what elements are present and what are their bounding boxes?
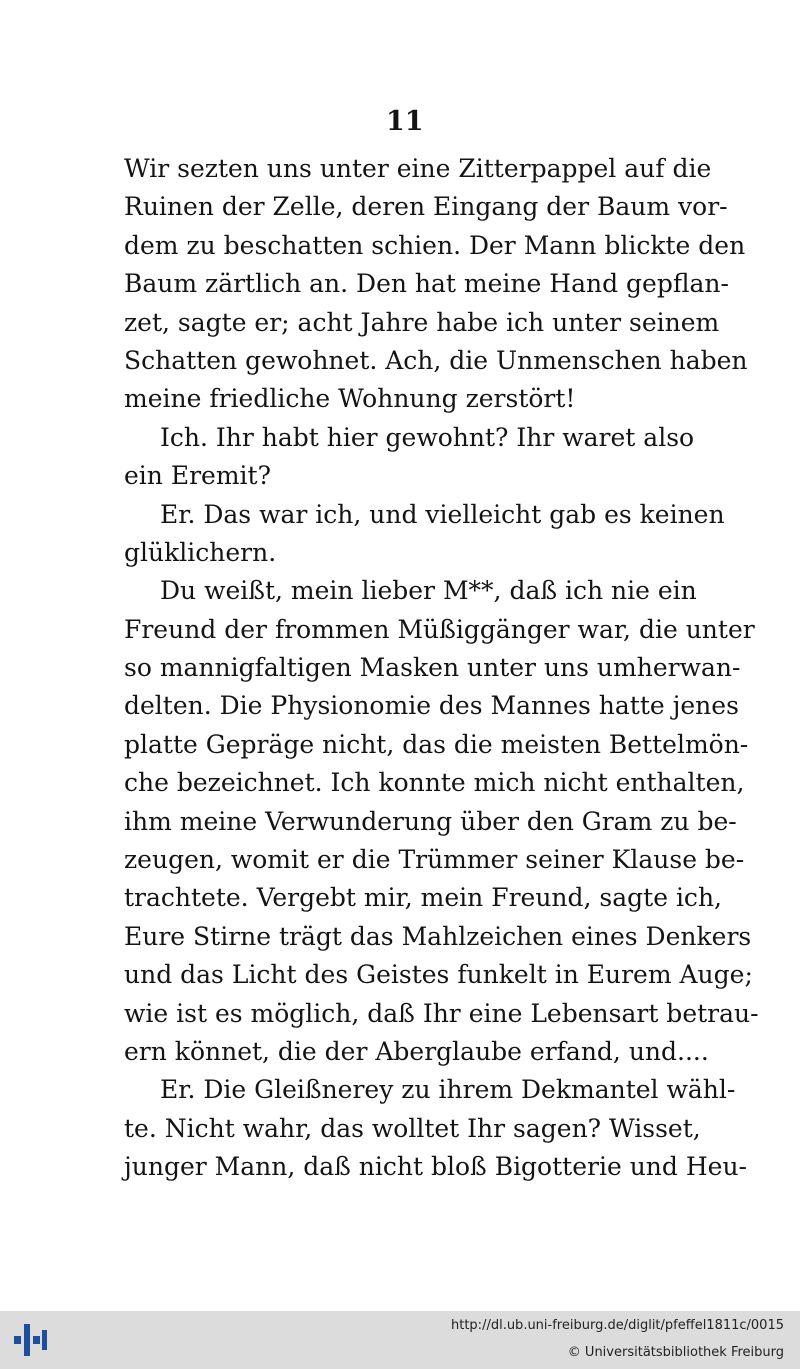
text-line: so mannigfaltigen Masken unter uns umherwan- [124, 653, 741, 683]
text-line: te. Nicht wahr, das wolltet Ihr sagen? Wisset, [124, 1113, 701, 1143]
text-line: Schatten gewohnet. Ach, die Unmenschen haben [124, 345, 748, 375]
document-url-link[interactable]: http://dl.ub.uni-freiburg.de/diglit/pfeffel1811c/0015 [451, 1318, 784, 1333]
text-line: dem zu beschatten schien. Der Mann blickte den [124, 230, 746, 260]
page-number: 11 [386, 106, 424, 137]
text-line: Er. Die Gleißnerey zu ihrem Dekmantel wähl- [160, 1075, 736, 1105]
text-line: Eure Stirne trägt das Mahlzeichen eines Denkers [124, 921, 752, 951]
text-line: meine friedliche Wohnung zerstört! [124, 384, 576, 414]
text-line: Er. Das war ich, und vielleicht gab es keinen [160, 499, 725, 529]
text-line: ein Eremit? [124, 461, 271, 491]
text-line: ern könnet, die der Aberglaube erfand, und.... [124, 1036, 709, 1066]
viewer-footer [0, 1311, 800, 1369]
text-line: Wir sezten uns unter eine Zitterpappel auf die [124, 154, 712, 183]
text-line: junger Mann, daß nicht bloß Bigotterie und Heu- [124, 1152, 747, 1182]
text-line: Ruinen der Zelle, deren Eingang der Baum vor- [124, 192, 728, 222]
text-line: Ich. Ihr habt hier gewohnt? Ihr waret also [160, 422, 695, 452]
copyright-notice: © Universitätsbibliothek Freiburg [567, 1345, 784, 1360]
text-line: delten. Die Physionomie des Mannes hatte jenes [124, 691, 739, 721]
body-text [124, 150, 759, 1187]
text-line: glüklichern. [124, 537, 277, 567]
text-line: ihm meine Verwunderung über den Gram zu be- [124, 806, 737, 836]
text-line: Du weißt, mein lieber M**, daß ich nie ein [160, 576, 697, 606]
ub-freiburg-logo-icon[interactable] [14, 1320, 48, 1360]
text-line: trachtete. Vergebt mir, mein Freund, sagte ich, [124, 883, 722, 913]
text-line: platte Gepräge nicht, das die meisten Bettelmön- [124, 729, 749, 759]
text-line: und das Licht des Geistes funkelt in Eurem Auge; [124, 960, 753, 990]
text-line: Freund der frommen Müßiggänger war, die unter [124, 614, 755, 644]
text-line: Baum zärtlich an. Den hat meine Hand gepflan- [124, 269, 729, 299]
text-line: zeugen, womit er die Trümmer seiner Klause be- [124, 845, 745, 875]
text-line: che bezeichnet. Ich konnte mich nicht enthalten, [124, 768, 745, 798]
text-line: wie ist es möglich, daß Ihr eine Lebensart betrau- [124, 998, 759, 1028]
text-line: zet, sagte er; acht Jahre habe ich unter seinem [124, 307, 720, 337]
